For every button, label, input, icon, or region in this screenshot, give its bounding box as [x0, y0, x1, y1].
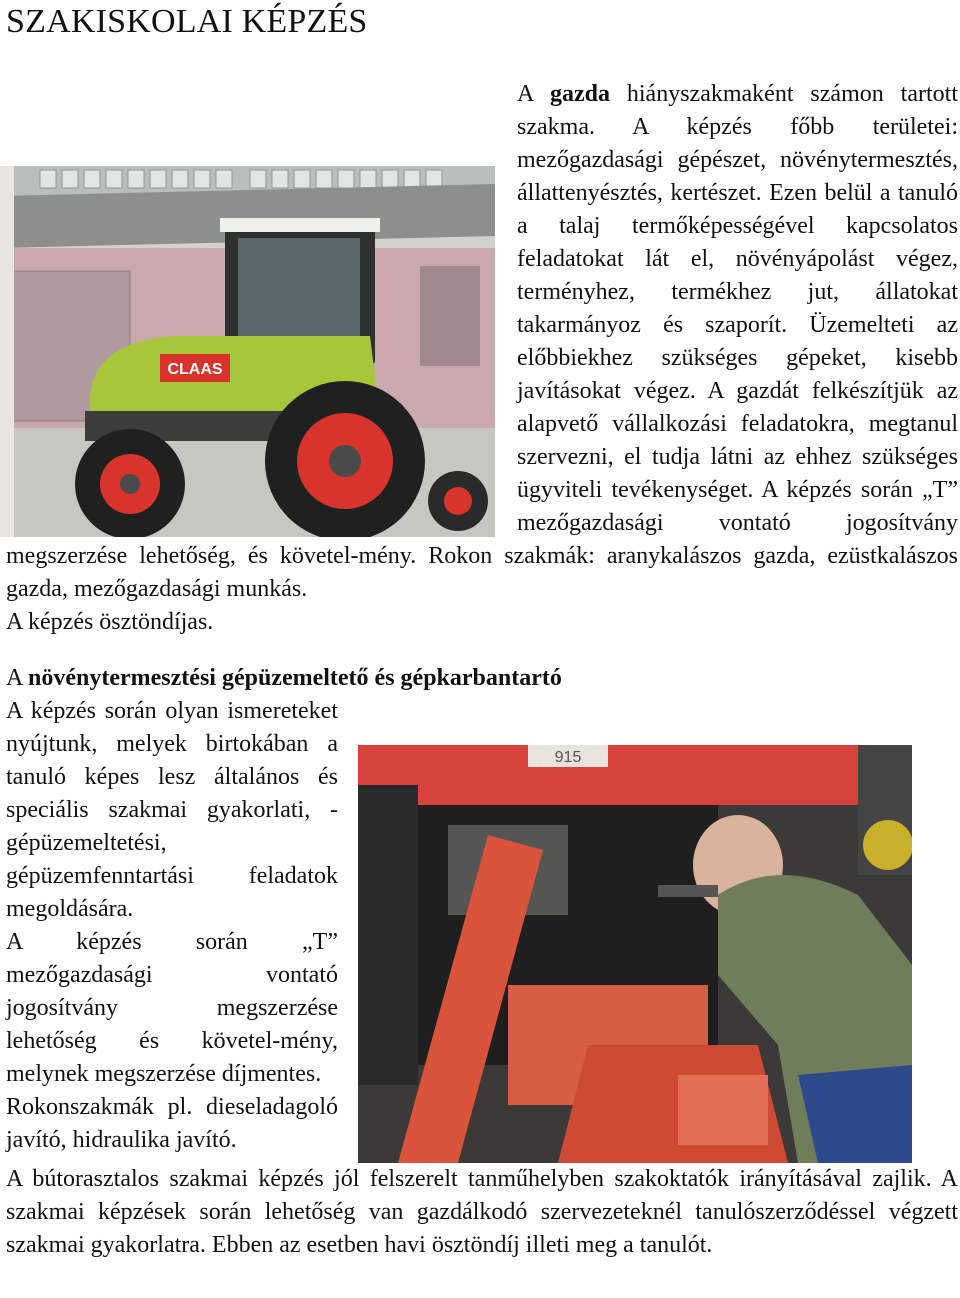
section-gepuzemelteto	[6, 662, 958, 1262]
page-title: SZAKISKOLAI KÉPZÉS	[6, 3, 368, 40]
section1-bold: gazda	[549, 81, 610, 107]
section1-prefix: A	[517, 81, 550, 107]
section2-text4: A bútorasztalos szakmai képzés jól felszerelt tanműhelyben szakoktatók irányításával zajlik. A szakmai képzések során lehetőség van gazdálkodó szervezeteknél tanulószerződéssel végzett szakmai gyakorlatra. Ebben az esetben havi ösztöndíj illeti meg a tanulót.	[6, 1166, 958, 1258]
section1-text1: hiányszakmaként számon tartott szakma. A képzés főbb területei: mezőgazdasági gépészet, növénytermesztés, állattenyésztés, kertészet. Ezen belül a tanuló a talaj termőképességével kapcsolatos feladatokat lát el, növényápolást végez, terményhez, termékhez jut, állatokat takarmányoz és szaporít. Üzemelteti az előbbiekhez szükséges gépeket, kisebb javításokat végez. A gazdát felkészítjük az alapvető vállalkozási feladatokra, megtanul szervezni, el tudja látni az ehhez szükséges ügyviteli tevékenységet.	[517, 81, 958, 503]
tractor-photo	[0, 166, 495, 537]
section2-heading	[6, 662, 958, 695]
section2-text2: A képzés során „T” mezőgazdasági vontató jogosítvány megszerzése lehetőség és követel-mény, melynek megszerzése díjmentes.	[6, 929, 338, 1087]
section-gazda	[6, 78, 958, 639]
section2-prefix: A	[6, 665, 29, 691]
section2-text1: A képzés során olyan ismereteket nyújtunk, melyek birtokában a tanuló képes lesz általános és speciális szakmai gyakorlati, - gépüzemeltetési, gépüzemfenntartási feladatok megoldására.	[6, 698, 338, 922]
plate-text: 915	[554, 749, 582, 766]
section2-text3: Rokonszakmák pl. dieseladagoló javító, hidraulika javító.	[6, 1094, 338, 1153]
mechanic-photo	[358, 745, 912, 1163]
section1-text2: A képzés során „T” mezőgazdasági vontató jogosítvány megszerzése lehetőség, és követel-mény. Rokon szakmák: aranykalászos gazda, ezüstkalászos gazda, mezőgazdasági munkás.	[6, 477, 958, 602]
section2-bold: növénytermesztési gépüzemeltető és gépkarbantartó	[28, 665, 562, 691]
claas-logo-text: CLAAS	[167, 361, 223, 378]
section1-text3: A képzés ösztöndíjas.	[6, 609, 214, 635]
